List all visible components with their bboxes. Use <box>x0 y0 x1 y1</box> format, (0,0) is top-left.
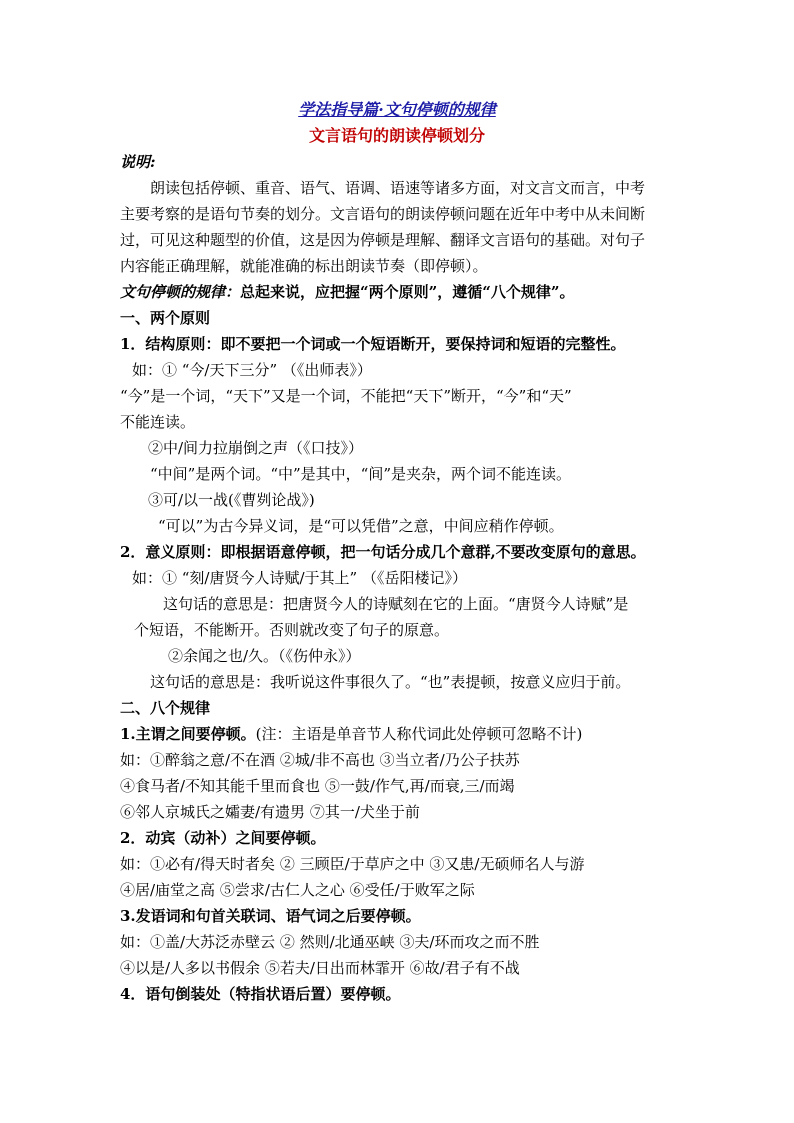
section2-heading: 二、八个规律 <box>120 699 211 717</box>
principle1-line-5: “中间”是两个词。“中”是其中，“间”是夹杂，两个词不能连读。 <box>150 465 572 483</box>
rule2-heading: 2．动宾（动补）之间要停顿。 <box>120 829 326 847</box>
principle1-line-2: “今”是一个词，“天下”又是一个词，不能把“天下”断开，“今”和“天” <box>120 387 572 405</box>
principle1-line-6: ③可/以一战(《曹刿论战》) <box>148 491 315 509</box>
principle2-line-5: 这句话的意思是：我听说这件事很久了。“也”表提顿，按意义应归于前。 <box>150 673 631 691</box>
principle1-heading: 1．结构原则：即不要把一个词或一个短语断开，要保持词和短语的完整性。 <box>120 335 626 353</box>
rule3-line-1: 如：①盖/大苏泛赤壁云 ② 然则/北通巫峡 ③夫/环而攻之而不胜 <box>120 933 540 951</box>
intro-line-3: 过，可见这种题型的价值，这是因为停顿是理解、翻译文言语句的基础。对句子 <box>120 231 646 249</box>
doc-title: 学法指导篇·文句停顿的规律 <box>298 100 496 119</box>
rule-summary-text: 总起来说，应把握“两个原则”，遵循“八个规律”。 <box>240 283 575 301</box>
rule-summary <box>120 282 575 302</box>
rule1-heading-line <box>120 724 582 744</box>
rule2-line-1: 如：①必有/得天时者矣 ② 三顾臣/于草庐之中 ③又患/无硕师名人与游 <box>120 855 585 873</box>
rule-summary-label: 文句停顿的规律： <box>120 283 241 301</box>
rule1-line-1: 如：①醉翁之意/不在酒 ②城/非不高也 ③当立者/乃公子扶苏 <box>120 751 520 769</box>
principle1-line-4: ②中/间力拉崩倒之声（《口技》） <box>148 439 364 457</box>
intro-label: 说明: <box>120 153 156 171</box>
intro-line-4: 内容能正确理解，就能准确的标出朗读节奏（即停顿）。 <box>120 257 488 275</box>
principle2-heading: 2．意义原则：即根据语意停顿，把一句话分成几个意群,不要改变原句的意思。 <box>120 543 646 561</box>
principle1-line-3: 不能连读。 <box>120 413 196 431</box>
rule1-note: (注：主语是单音节人称代词此处停顿可忽略不计) <box>255 725 583 743</box>
principle1-line-7: “可以”为古今异义词，是“可以凭借”之意，中间应稍作停顿。 <box>158 517 564 535</box>
rule1-heading: 1.主谓之间要停顿。 <box>120 725 256 743</box>
rule3-heading: 3.发语词和句首关联词、语气词之后要停顿。 <box>120 907 421 925</box>
principle2-line-1: 如：① “刻/唐贤今人诗赋/于其上” （《岳阳楼记》） <box>132 569 467 587</box>
section1-heading: 一、两个原则 <box>120 309 211 327</box>
rule2-line-2: ④居/庙堂之高 ⑤尝求/古仁人之心 ⑥受任/于败军之际 <box>120 881 475 899</box>
rule4-heading: 4．语句倒装处（特指状语后置）要停顿。 <box>120 985 401 1003</box>
principle2-line-3: 个短语，不能断开。否则就改变了句子的原意。 <box>134 621 450 639</box>
principle2-line-4: ②余闻之也/久。（《伤仲永》） <box>168 647 361 665</box>
rule1-line-2: ④食马者/不知其能千里而食也 ⑤一鼓/作气,再/而衰,三/而竭 <box>120 777 515 795</box>
rule1-line-3: ⑥邻人京城氏之孀妻/有遗男 ⑦其一/犬坐于前 <box>120 803 420 821</box>
principle2-line-2: 这句话的意思是：把唐贤今人的诗赋刻在它的上面。“唐贤今人诗赋”是 <box>163 595 629 613</box>
intro-line-1: 朗读包括停顿、重音、语气、语调、语速等诸多方面，对文言文而言，中考 <box>150 179 646 197</box>
intro-line-2: 主要考察的是语句节奏的划分。文言语句的朗读停顿问题在近年中考中从未间断 <box>120 205 646 223</box>
doc-subtitle: 文言语句的朗读停顿划分 <box>308 126 485 145</box>
principle1-line-1: 如：① “今/天下三分” （《出师表》） <box>132 361 372 379</box>
rule3-line-2: ④以是/人多以书假余 ⑤若夫/日出而林霏开 ⑥故/君子有不战 <box>120 959 520 977</box>
